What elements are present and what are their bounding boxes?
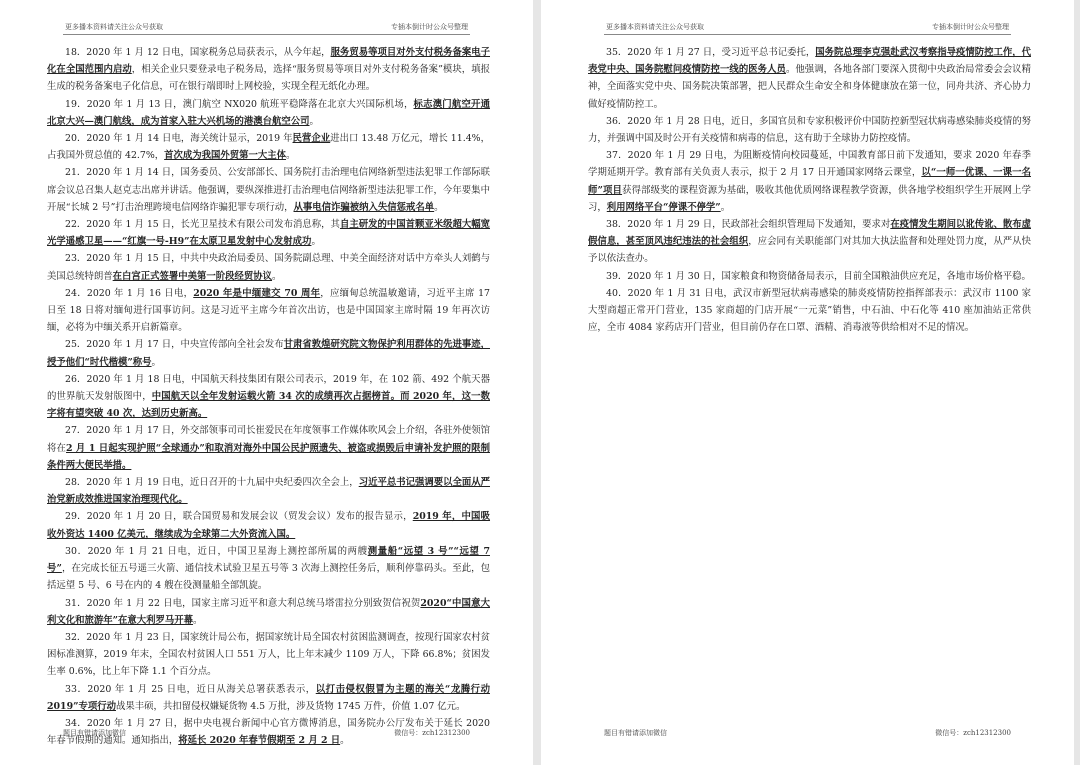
- page-body: [47, 44, 490, 749]
- news-item-25: 25．2020 年 1 月 17 日，中央宣传部向全社会发布甘肃省敦煌研究院文物保护利用群体的先进事迹，授予他们“时代楷模”称号。: [47, 339, 490, 368]
- page-header: [604, 22, 1011, 35]
- news-item-29: 29．2020 年 1 月 20 日，联合国贸易和发展会议（贸发会议）发布的报告显示，2019 年，中国吸收外资达 1400 亿美元，继续成为全球第二大外资流入国。: [47, 511, 491, 540]
- news-item-19: 19．2020 年 1 月 13 日，澳门航空 NX020 航班平稳降落在北京大兴国际机场，标志澳门航空开通北京大兴—澳门航线，成为首家入驻大兴机场的港澳台航空公司。: [47, 98, 490, 127]
- news-item-36: 36．2020 年 1 月 28 日电，近日，多国官员和专家积极评价中国防控新型冠状病毒感染肺炎疫情的努力，并强调中国及时公开有关疫情和病毒的信息，这有助于全球协力防控疫情。: [588, 115, 1031, 145]
- news-item-28: 28．2020 年 1 月 19 日电，近日召开的十九届中央纪委四次全会上，习近平总书记强调要以全面从严治党新成效推进国家治理现代化。: [47, 477, 490, 506]
- news-item-27: 27．2020 年 1 月 17 日，外交部领事司司长崔爱民在年度领事工作媒体吹风会上介绍，各驻外使领馆将在2 月 1 日起实现护照“全球通办”和取消对海外中国公民护照遗失、被盗或损毁后申请补发护照的限制条件两大便民举措。: [47, 425, 490, 471]
- news-item-34: 34．2020 年 1 月 27 日，据中央电视台新闻中心官方微博消息，国务院办公厅发布关于延长 2020 年春节假期的通知。通知指出，将延长 2020 年春节假期至 2 月 2 日。: [47, 717, 490, 747]
- news-item-39: 39．2020 年 1 月 30 日，国家粮食和物资储备局表示，目前全国粮油供应充足，各地市场价格平稳。: [606, 270, 1031, 282]
- header-right-text: 专插本倒计时公众号整理: [391, 23, 468, 31]
- header-left-text: 更多播本资料请关注公众号获取: [606, 23, 704, 31]
- news-item-35: 35．2020 年 1 月 27 日，受习近平总书记委托，国务院总理李克强赴武汉考察指导疫情防控工作，代表党中央、国务院慰问疫情防控一线的医务人员。他强调，各地各部门要深入贯彻中央政治局常委会会议精神，全面落实党中央、国务院决策部署，把人民群众生命安全和身体健康放在第一位，同舟共济、齐心协力做好疫情防控工。: [588, 47, 1031, 110]
- news-item-40: 40．2020 年 1 月 31 日电，武汉市新型冠状病毒感染的肺炎疫情防控指挥部表示：武汉市 1100 家大型商超正常开门营业，135 家商超的门店开展“一元菜”销售，中石油、中石化等 410 座加油站正常供应，全市 4084 家药店开门营业，但目前仍存在口罩、酒精、消毒液等供给相对不足的情况。: [588, 287, 1031, 334]
- header-left-text: 更多播本资料请关注公众号获取: [65, 23, 163, 31]
- footer-left-text: 题目有错请添加微信: [63, 729, 126, 737]
- news-item-20: 20．2020 年 1 月 14 日电，海关统计显示，2019 年民营企业进出口 13.48 万亿元，增长 11.4%，占我国外贸总值的 42.7%，首次成为我国外贸第一大主体。: [47, 133, 490, 162]
- footer-left-text: 题目有错请添加微信: [604, 729, 667, 737]
- document-page-right: [541, 0, 1074, 765]
- news-item-23: 23．2020 年 1 月 15 日，中共中央政治局委员、国务院副总理、中美全面经济对话中方牵头人刘鹤与美国总统特朗普在白宫正式签署中美第一阶段经贸协议。: [47, 253, 490, 282]
- news-item-24: 24．2020 年 1 月 16 日电，2020 年是中缅建交 70 周年，应缅甸总统温敏邀请，习近平主席 17 日至 18 日将对缅甸进行国事访问。这是习近平主席今年首次出访，也是中国国家主席时隔 19 年再次访缅，必将为中缅关系开启新篇章。: [47, 287, 490, 334]
- footer-right-text: 微信号：zch12312300: [935, 729, 1011, 737]
- news-item-26: 26．2020 年 1 月 18 日电，中国航天科技集团有限公司表示，2019 年，在 102 箭、492 个航天器的世界航天发射版图中，中国航天以全年发射运载火箭 34 次的成绩再次占据榜首。而 2020 年，这一数字将有望突破 40 次，达到历史新高。: [47, 373, 490, 420]
- footer-right-text: 微信号：zch12312300: [394, 729, 470, 737]
- news-item-33: 33．2020 年 1 月 25 日电，近日从海关总署获悉表示，以打击侵权假冒为主题的海关“龙腾行动 2019”专项行动战果丰硕，共扣留侵权嫌疑货物 4.5 万批，涉及货物 1745 万件，价值 1.07 亿元。: [47, 683, 490, 712]
- news-item-38: 38．2020 年 1 月 29 日，民政部社会组织管理局下发通知，要求对在疫情发生期间以讹传讹、散布虚假信息，甚至顶风违纪违法的社会组织，应会同有关职能部门对其加大执法监督和处理处罚力度，从严从快予以依法查办。: [588, 219, 1031, 265]
- news-item-21: 21．2020 年 1 月 14 日，国务委员、公安部部长、国务院打击治理电信网络新型违法犯罪工作部际联席会议总召集人赵克志出席并讲话。他强调，要纵深推进打击治理电信网络新型违法犯罪工作，今年要集中开展“长城 2 号”打击治理跨境电信网络诈骗犯罪专项行动，从事电信诈骗被纳入失信惩戒名单。: [47, 167, 490, 213]
- header-right-text: 专插本倒计时公众号整理: [932, 23, 1009, 31]
- page-header: [63, 22, 470, 35]
- document-page-left: [0, 0, 533, 765]
- news-item-37: 37．2020 年 1 月 29 日电，为阻断疫情向校园蔓延，中国教育部日前下发通知，要求 2020 年春季学期延期开学。教育部有关负责人表示，拟于 2 月 17 日开通国家网络云课堂，以“一师一优课、一课一名师”项目获得部级奖的课程资源为基础，吸收其他优质网络课程教学资源，供各地学校组织学生开展网上学习，利用网络平台“停课不停学”。: [588, 150, 1031, 213]
- news-item-32: 32．2020 年 1 月 23 日，国家统计局公布，据国家统计局全国农村贫困监测调查，按现行国家农村贫困标准测算，2019 年末，全国农村贫困人口 551 万人，比上年末减少 1109 万人，下降 66.8%；贫困发生率 0.6%，比上年下降 1.1 个百分点。: [47, 631, 490, 678]
- news-item-22: 22．2020 年 1 月 15 日，长光卫星技术有限公司发布消息称，其自主研发的中国首颗亚米级超大幅宽光学遥感卫星——“红旗一号-H9”在太原卫星发射中心发射成功。: [47, 219, 490, 248]
- page-body: [588, 44, 1031, 336]
- news-item-30: 30．2020 年 1 月 21 日电，近日，中国卫星海上测控部所属的两艘测量船“远望 3 号”“远望 7 号”，在完成长征五号遥三火箭、通信技术试验卫星五号等 3 次海上测控任务后，顺利停靠码头。至此，包括远望 5 号、6 号在内的 4 艘在役测量船全部凯旋。: [47, 545, 490, 592]
- news-item-31: 31．2020 年 1 月 22 日电，国家主席习近平和意大利总统马塔雷拉分别致贺信祝贺2020“中国意大利文化和旅游年”在意大利罗马开幕。: [47, 597, 490, 626]
- news-item-18: 18．2020 年 1 月 12 日电，国家税务总局获表示，从今年起，服务贸易等项目对外支付税务备案电子化在全国范围内启动，相关企业只要登录电子税务局，选择“服务贸易等项目对外支付税务备案”模块，填报生成的税务备案电子化信息，可在银行端即时上网校验，实现全程无纸化办理。: [47, 47, 490, 93]
